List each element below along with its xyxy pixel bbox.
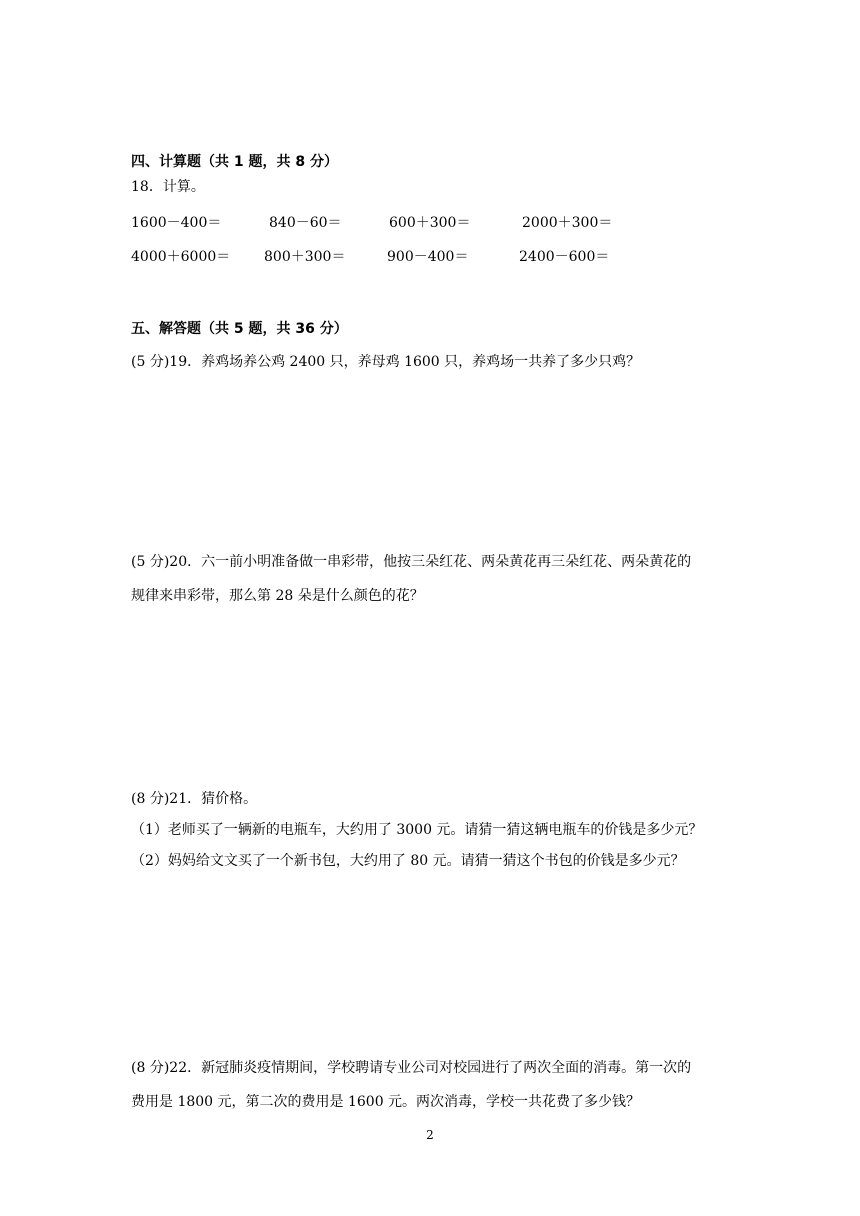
question-20-line-1: (5 分)20．六一前小明准备做一串彩带，他按三朵红花、两朵黄花再三朵红花、两朵黄花的 xyxy=(131,554,692,570)
calc-item: 800＋300＝ xyxy=(264,249,346,265)
calc-item: 2400－600＝ xyxy=(519,249,610,265)
calc-item: 600＋300＝ xyxy=(389,215,471,231)
question-21-sub-1: （1）老师买了一辆新的电瓶车，大约用了 3000 元。请猜一猜这辆电瓶车的价钱是多少元？ xyxy=(131,822,703,838)
question-20-line-2: 规律来串彩带，那么第 28 朵是什么颜色的花？ xyxy=(131,588,424,604)
calc-item: 840－60＝ xyxy=(269,215,342,231)
calc-item: 1600－400＝ xyxy=(131,215,222,231)
calc-item: 4000＋6000＝ xyxy=(131,249,231,265)
question-21-title: (8 分)21．猜价格。 xyxy=(131,791,258,807)
calc-item: 900－400＝ xyxy=(387,249,469,265)
question-22-line-1: (8 分)22．新冠肺炎疫情期间，学校聘请专业公司对校园进行了两次全面的消毒。第一次的 xyxy=(131,1060,692,1076)
question-19-text: (5 分)19．养鸡场养公鸡 2400 只，养母鸡 1600 只，养鸡场一共养了多少只鸡？ xyxy=(131,354,641,370)
section-5-heading: 五、解答题（共 5 题，共 36 分） xyxy=(131,321,348,337)
calc-item: 2000＋300＝ xyxy=(522,215,613,231)
section-4-heading: 四、计算题（共 1 题，共 8 分） xyxy=(131,154,338,170)
question-18-text: 18．计算。 xyxy=(131,179,205,195)
question-21-sub-2: （2）妈妈给文文买了一个新书包，大约用了 80 元。请猜一猜这个书包的价钱是多少元？ xyxy=(131,853,685,869)
page-number: 2 xyxy=(426,1128,434,1142)
question-22-line-2: 费用是 1800 元，第二次的费用是 1600 元。两次消毒，学校一共花费了多少钱？ xyxy=(131,1094,641,1110)
